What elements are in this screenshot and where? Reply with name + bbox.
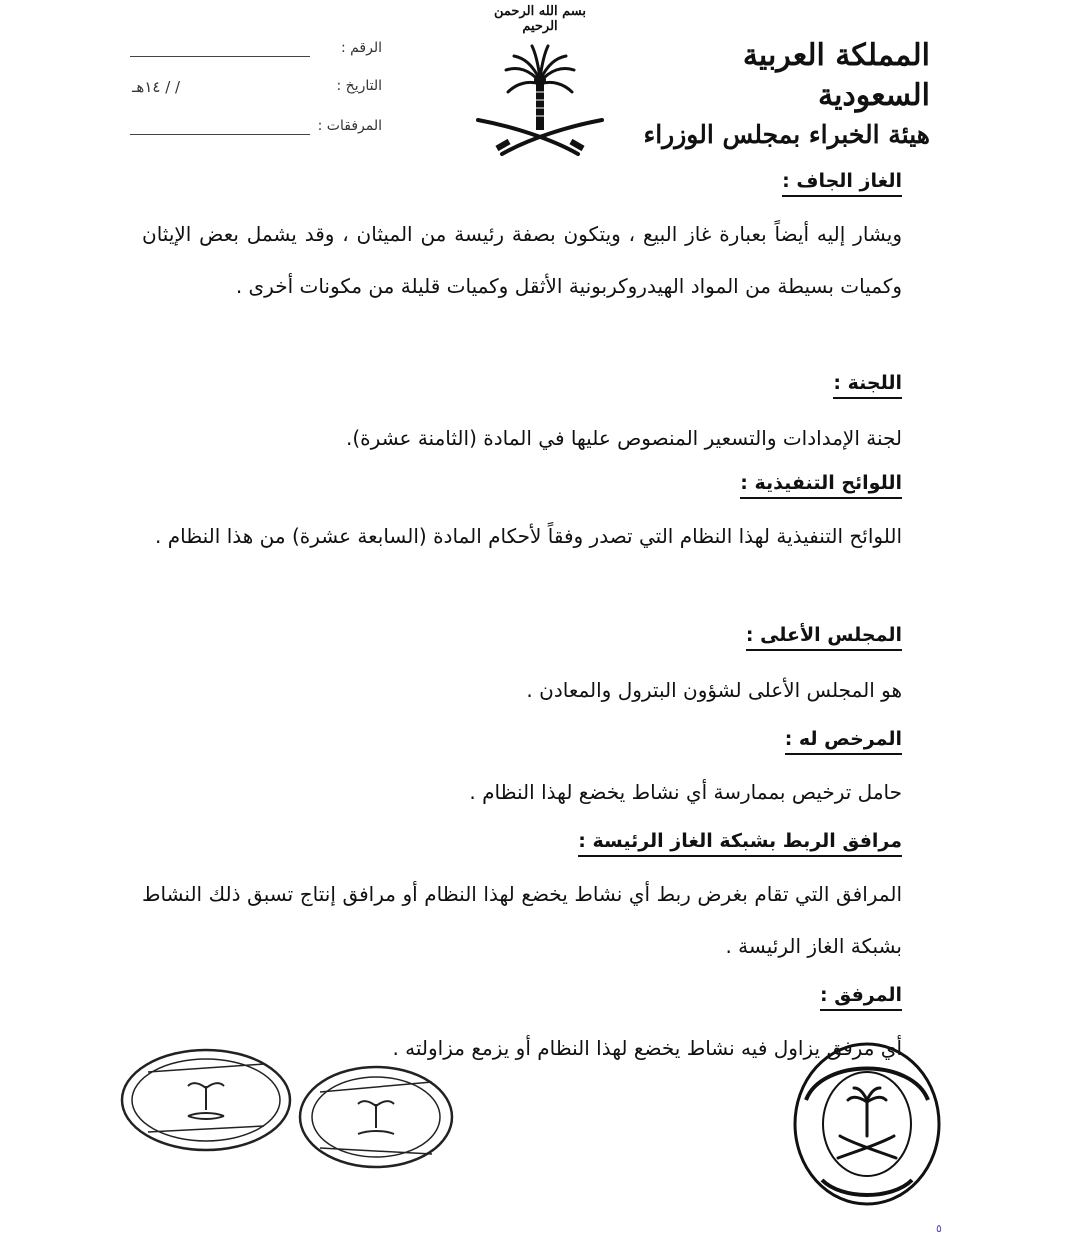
reference-number-field bbox=[122, 40, 382, 68]
section-heading: المجلس الأعلى : bbox=[746, 624, 902, 651]
section-text: حامل ترخيص بممارسة أي نشاط يخضع لهذا النظام . bbox=[469, 780, 902, 804]
section-text: المرافق التي تقام بغرض ربط أي نشاط يخضع لهذا النظام أو مرافق إنتاج تسبق ذلك النشاط بشبكة الغاز الرئيسة . bbox=[142, 882, 902, 958]
section-text: ويشار إليه أيضاً بعبارة غاز البيع ، ويتكون بصفة رئيسة من الميثان ، وقد يشمل بعض الإيثان وكميات بسيطة من المواد الهيدروكربونية الأثقل وكميات قليلة من مكونات أخرى . bbox=[142, 222, 902, 298]
section-text: لجنة الإمدادات والتسعير المنصوص عليها في المادة (الثامنة عشرة). bbox=[346, 426, 902, 450]
number-label: الرقم : bbox=[340, 40, 382, 56]
basmala: بسم الله الرحمن الرحيم bbox=[494, 4, 586, 34]
section-text: هو المجلس الأعلى لشؤون البترول والمعادن . bbox=[526, 678, 902, 702]
expert-commission-stamp bbox=[118, 1046, 294, 1154]
section-text: أي مرفق يزاول فيه نشاط يخضع لهذا النظام أو يزمع مزاولته . bbox=[392, 1036, 902, 1060]
number-line bbox=[130, 56, 310, 57]
date-value: / / ١٤هـ bbox=[132, 78, 181, 96]
section-heading: اللجنة : bbox=[833, 372, 902, 399]
date-label: التاريخ : bbox=[336, 78, 382, 94]
section-text: اللوائح التنفيذية لهذا النظام التي تصدر وفقاً لأحكام المادة (السابعة عشرة) من هذا النظام . bbox=[155, 524, 902, 548]
authority-title: هيئة الخبراء بمجلس الوزراء bbox=[643, 120, 930, 149]
section-heading: مرافق الربط بشبكة الغاز الرئيسة : bbox=[578, 830, 902, 857]
section-heading: اللوائح التنفيذية : bbox=[740, 472, 902, 499]
general-secretariat-stamp bbox=[296, 1062, 456, 1172]
section-heading: المرخص له : bbox=[785, 728, 902, 755]
saudi-emblem-icon bbox=[470, 30, 610, 160]
kingdom-title: المملكة العربية السعودية bbox=[742, 38, 930, 113]
section-heading: الغاز الجاف : bbox=[782, 170, 902, 197]
attachments-label: المرفقات : bbox=[317, 118, 382, 134]
letterhead bbox=[630, 36, 930, 154]
date-field bbox=[122, 78, 382, 106]
attachments-line bbox=[130, 134, 310, 135]
telegrams-office-stamp bbox=[792, 1040, 942, 1208]
page-number: ٥ bbox=[936, 1222, 942, 1235]
section-heading: المرفق : bbox=[820, 984, 902, 1011]
attachments-field bbox=[122, 118, 382, 146]
